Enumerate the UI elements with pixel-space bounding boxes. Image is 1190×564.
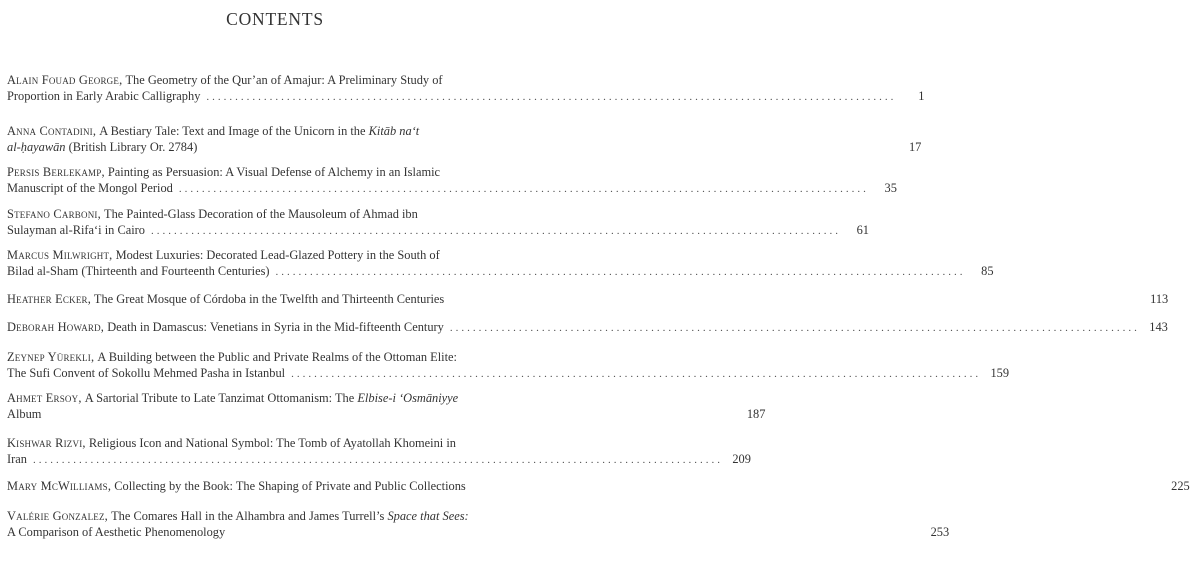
dot-leader: ........................................................................................................................ bbox=[275, 266, 966, 278]
entry-title: Proportion in Early Arabic Calligraphy bbox=[7, 89, 201, 103]
toc-entry bbox=[7, 435, 751, 468]
entry-title: Iran bbox=[7, 452, 27, 466]
entry-author: Mary McWilliams, bbox=[7, 479, 112, 493]
entry-author: Heather Ecker, bbox=[7, 292, 92, 306]
entry-author: Ahmet Ersoy, bbox=[7, 391, 82, 405]
entry-title: Bilad al-Sham (Thirteenth and Fourteenth Centuries) bbox=[7, 264, 270, 278]
entry-page-number: 159 bbox=[990, 366, 1010, 380]
entry-title: The Sufi Convent of Sokollu Mehmed Pasha in Istanbul bbox=[7, 366, 286, 380]
entry-page-number: 143 bbox=[1149, 320, 1168, 334]
entry-author: Zeynep Yürekli, bbox=[7, 350, 95, 364]
entry-title: Manuscript of the Mongol Period bbox=[7, 181, 173, 195]
toc-entry bbox=[7, 206, 869, 239]
dot-leader: ........................................................................................................................ bbox=[449, 322, 1140, 334]
entry-title: The Geometry of the Qur’an of Amajur: A Preliminary Study of bbox=[125, 73, 443, 87]
toc-entry bbox=[7, 164, 897, 197]
toc-entry bbox=[7, 319, 1168, 336]
entry-title-italic: al-ḥayawān bbox=[7, 140, 66, 154]
entry-page-number: 35 bbox=[884, 181, 897, 195]
entry-title-italic: Elbise-i ‘Osmāniyye bbox=[357, 391, 459, 405]
entry-author: Deborah Howard, bbox=[7, 320, 105, 334]
toc-entry bbox=[7, 478, 1190, 495]
entry-title: A Comparison of Aesthetic Phenomenology bbox=[7, 525, 226, 539]
entry-title: The Painted-Glass Decoration of the Mausoleum of Ahmad ibn bbox=[104, 207, 418, 221]
page-title: CONTENTS bbox=[226, 9, 324, 29]
entry-author: Valérie Gonzalez, bbox=[7, 509, 108, 523]
toc-entry bbox=[7, 291, 1169, 308]
dot-leader: ........................................................................................................................ bbox=[178, 183, 869, 195]
entry-title: Album bbox=[7, 407, 42, 421]
dot-leader: ........................................................................................................................ bbox=[206, 91, 897, 103]
toc-entry bbox=[7, 508, 950, 541]
entry-title: The Comares Hall in the Alhambra and James Turrell’s bbox=[111, 509, 385, 523]
dot-leader: ........................................................................................................................ bbox=[32, 454, 723, 466]
toc-entry bbox=[7, 247, 994, 280]
entry-title: Collecting by the Book: The Shaping of Private and Public Collections bbox=[114, 479, 466, 493]
entry-page-number: 187 bbox=[746, 407, 766, 421]
entry-title: (British Library Or. 2784) bbox=[68, 140, 198, 154]
entry-title-italic: Kitāb na‘t bbox=[368, 124, 420, 138]
dot-leader: ........................................................................................................................ bbox=[151, 225, 841, 237]
entry-title: Religious Icon and National Symbol: The Tomb of Ayatollah Khomeini in bbox=[88, 436, 456, 450]
toc-entry bbox=[7, 72, 925, 105]
entry-title: A Building between the Public and Private Realms of the Ottoman Elite: bbox=[97, 350, 457, 364]
entry-author: Persis Berlekamp, bbox=[7, 165, 105, 179]
entry-title: A Bestiary Tale: Text and Image of the Unicorn in the bbox=[99, 124, 366, 138]
entry-title: Painting as Persuasion: A Visual Defense of Alchemy in an Islamic bbox=[107, 165, 441, 179]
entry-title-italic: Space that Sees: bbox=[387, 509, 469, 523]
entry-author: Stefano Carboni, bbox=[7, 207, 101, 221]
toc-entry bbox=[7, 123, 922, 156]
entry-page-number: 85 bbox=[981, 264, 994, 278]
entry-title: The Great Mosque of Córdoba in the Twelfth and Thirteenth Centuries bbox=[93, 292, 445, 306]
entry-title: Modest Luxuries: Decorated Lead-Glazed Pottery in the South of bbox=[115, 248, 440, 262]
entry-author: Marcus Milwright, bbox=[7, 248, 113, 262]
entry-title: Sulayman al-Rifa‘i in Cairo bbox=[7, 223, 145, 237]
entry-title: Death in Damascus: Venetians in Syria in the Mid-fifteenth Century bbox=[107, 320, 444, 334]
toc-entry bbox=[7, 349, 1010, 382]
entry-page-number: 225 bbox=[1171, 479, 1190, 493]
entry-page-number: 17 bbox=[908, 140, 922, 154]
entry-title: A Sartorial Tribute to Late Tanzimat Ottomanism: The bbox=[84, 391, 355, 405]
entry-page-number: 209 bbox=[732, 452, 751, 466]
entry-page-number: 61 bbox=[856, 223, 869, 237]
entry-author: Anna Contadini, bbox=[7, 124, 97, 138]
entry-page-number: 1 bbox=[918, 89, 925, 103]
dot-leader: ........................................................................................................................ bbox=[291, 368, 982, 380]
entry-author: Alain Fouad George, bbox=[7, 73, 123, 87]
entry-page-number: 253 bbox=[930, 525, 950, 539]
entry-page-number: 113 bbox=[1150, 292, 1169, 306]
entry-author: Kishwar Rizvi, bbox=[7, 436, 86, 450]
toc-entry bbox=[7, 390, 766, 423]
